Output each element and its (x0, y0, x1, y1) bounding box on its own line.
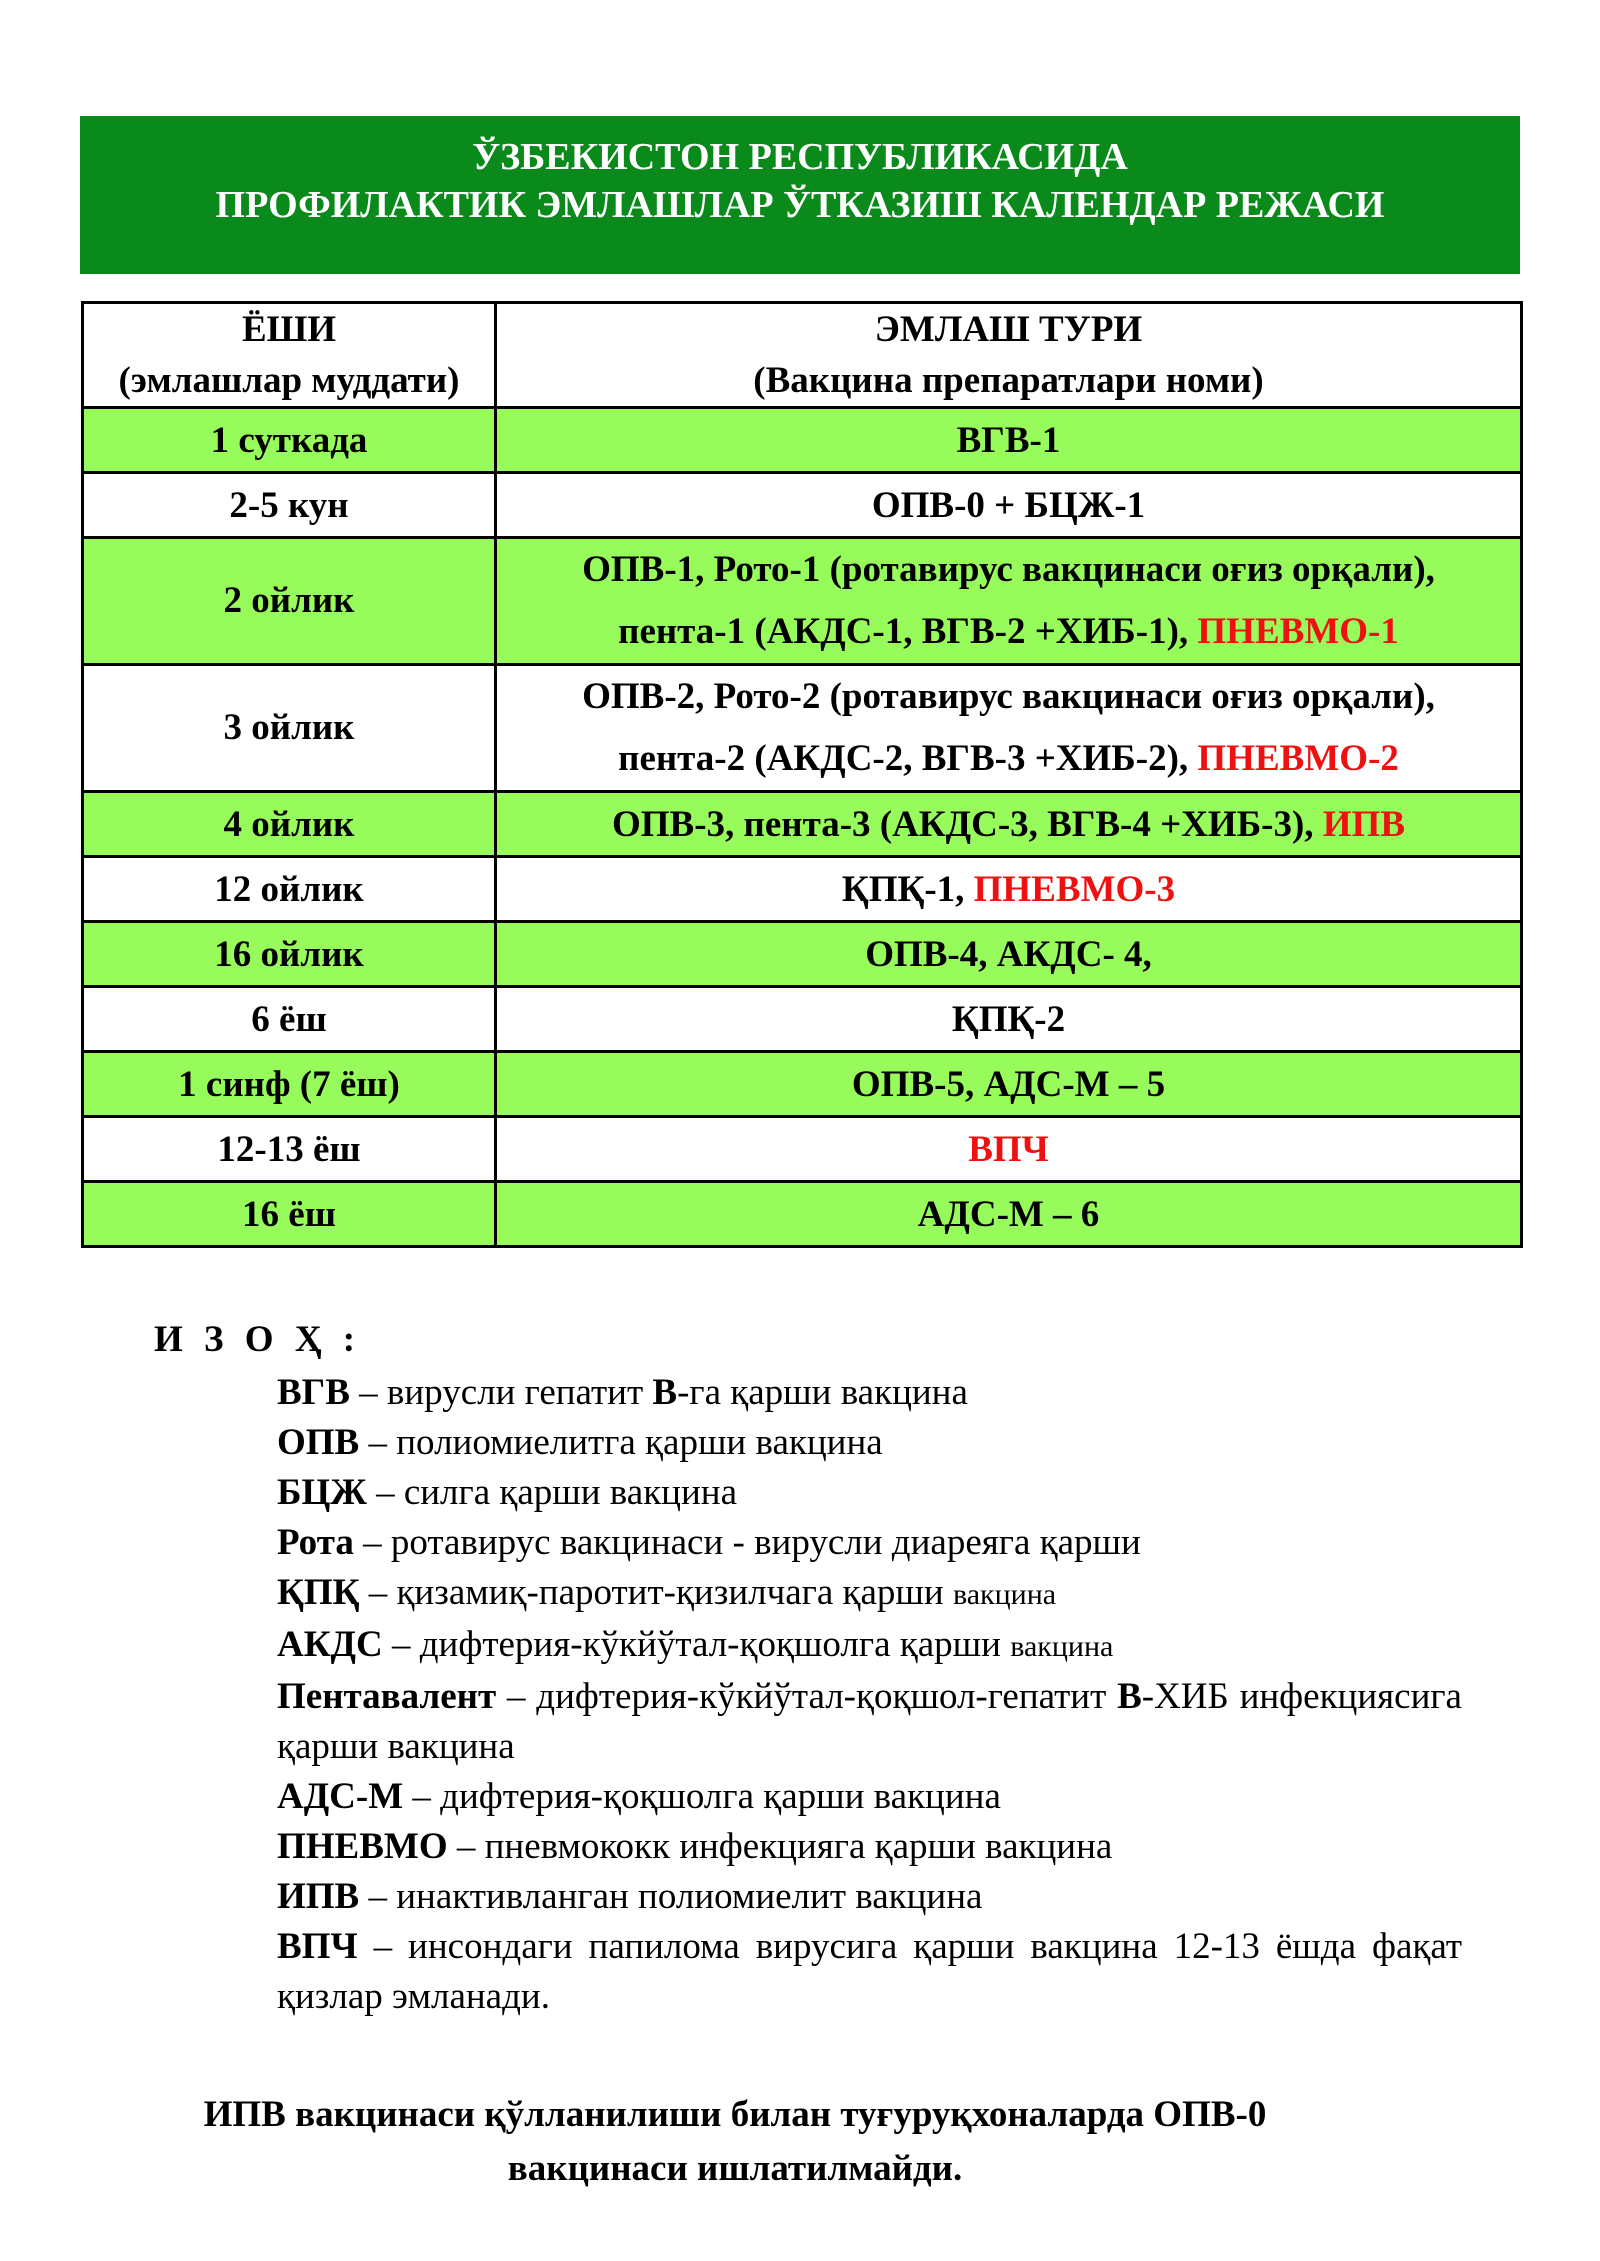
vaccine-cell (496, 665, 1522, 792)
table-row (83, 922, 1522, 987)
age-column-title: ЁШИ (241, 309, 337, 350)
abbreviation-text: – дифтерия-қоқшолга қарши вакцина (403, 1776, 1001, 1817)
list-item (277, 1468, 1462, 1518)
notes-title: И З О Ҳ : (154, 1319, 362, 1360)
abbreviation-term: ВГВ (277, 1372, 350, 1413)
table-row (83, 538, 1522, 665)
table-row (83, 665, 1522, 792)
abbreviation-text: – вирусли гепатит (349, 1372, 653, 1413)
age-column-subtitle: (эмлашлар муддати) (118, 360, 460, 401)
vaccine-cell (496, 538, 1522, 665)
abbreviation-text: – силга қарши вакцина (366, 1472, 738, 1513)
vaccine-column-header (496, 303, 1522, 408)
abbreviation-text: – инактивланган полиомиелит вакцина (359, 1876, 983, 1917)
abbreviation-term: ИПВ (277, 1876, 360, 1917)
age-cell: 1 синф (7 ёш) (83, 1052, 496, 1117)
table-row (83, 408, 1522, 473)
abbreviation-small: вакцина (1010, 1630, 1114, 1663)
abbreviation-term: Пентавалент (277, 1676, 497, 1717)
vaccine-text: ҚПҚ-1, (841, 868, 974, 910)
abbreviation-term: БЦЖ (277, 1472, 367, 1513)
abbreviation-small: вакцина (952, 1578, 1057, 1611)
vaccine-cell (496, 922, 1522, 987)
list-item (277, 1822, 1462, 1872)
abbreviation-text: – қизамиқ-паротит-қизилчага қарши (359, 1572, 953, 1613)
vaccine-text: ОПВ-3, пента-3 (АКДС-3, ВГВ-4 +ХИБ-3), (611, 803, 1323, 845)
age-cell: 2 ойлик (83, 538, 496, 665)
table-header-row (83, 303, 1522, 408)
vaccine-column-title: ЭМЛАШ ТУРИ (874, 309, 1143, 350)
vaccine-cell (496, 1052, 1522, 1117)
table-row (83, 1052, 1522, 1117)
vaccine-column-subtitle: (Вакцина препаратлари номи) (753, 360, 1264, 401)
vaccine-cell (496, 1117, 1522, 1182)
list-item (277, 1620, 1462, 1672)
vaccine-text: ҚПҚ-2 (951, 998, 1066, 1040)
abbreviation-list (277, 1368, 1462, 2022)
age-cell: 3 ойлик (83, 665, 496, 792)
abbreviation-text: – ротавирус вакцинаси - вирусли диареяга қарши (353, 1522, 1141, 1563)
vaccine-cell (496, 792, 1522, 857)
new-vaccine-highlight: ПНЕВМО-3 (973, 868, 1176, 910)
vaccine-text: АДС-М – 6 (917, 1193, 1100, 1235)
list-item (277, 1772, 1462, 1822)
age-cell: 2-5 кун (83, 473, 496, 538)
vaccine-text-line-2 (497, 601, 1520, 663)
age-column-header (83, 303, 496, 408)
vaccine-text: пента-1 (АКДС-1, ВГВ-2 +ХИБ-1), (618, 611, 1198, 652)
vaccine-text-line-1: ОПВ-2, Рото-2 (ротавирус вакцинаси оғиз орқали), (582, 676, 1435, 717)
list-item (277, 1568, 1462, 1620)
abbreviation-text: – инсондаги папилома вирусига қарши вакцина 12-13 ёшда фақат қизлар эмланади. (277, 1926, 1462, 2017)
table-row (83, 473, 1522, 538)
age-cell: 1 суткада (83, 408, 496, 473)
list-item (277, 1672, 1462, 1772)
age-cell: 16 ойлик (83, 922, 496, 987)
list-item (277, 1518, 1462, 1568)
abbreviation-text: -га қарши вакцина (677, 1372, 968, 1413)
age-cell: 6 ёш (83, 987, 496, 1052)
vaccine-cell (496, 987, 1522, 1052)
vaccine-cell (496, 1182, 1522, 1247)
header-line-1: ЎЗБЕКИСТОН РЕСПУБЛИКАСИДА (472, 136, 1128, 178)
vaccination-schedule-table (81, 301, 1523, 1248)
new-vaccine-highlight: ИПВ (1322, 803, 1406, 845)
list-item (277, 1368, 1462, 1418)
age-cell: 12 ойлик (83, 857, 496, 922)
table-row (83, 857, 1522, 922)
abbreviation-term: АДС-М (277, 1776, 404, 1817)
abbreviation-term: ҚПҚ (277, 1572, 360, 1613)
vaccine-text: ВГВ-1 (956, 419, 1061, 461)
vaccine-text-line-2 (497, 728, 1520, 790)
age-cell: 16 ёш (83, 1182, 496, 1247)
table-row (83, 792, 1522, 857)
abbreviation-bold: В (1117, 1676, 1142, 1717)
vaccine-text: ОПВ-0 + БЦЖ-1 (871, 484, 1146, 526)
abbreviation-term: АКДС (277, 1624, 383, 1665)
list-item (277, 1418, 1462, 1468)
new-vaccine-highlight: ВПЧ (968, 1128, 1049, 1170)
abbreviation-term: ВПЧ (277, 1926, 358, 1967)
table-row (83, 987, 1522, 1052)
vaccine-text: ОПВ-4, АКДС- 4, (865, 933, 1152, 975)
vaccine-cell (496, 408, 1522, 473)
abbreviation-bold: В (652, 1372, 678, 1413)
abbreviation-term: ПНЕВМО (277, 1826, 448, 1867)
abbreviation-text: – дифтерия-кўкйўтал-қоқшол-гепатит (496, 1676, 1118, 1717)
abbreviation-text: -ХИБ инфекциясига қарши вакцина (277, 1676, 1462, 1767)
list-item (277, 1872, 1462, 1922)
abbreviation-text: – дифтерия-кўкйўтал-қоқшолга қарши (382, 1624, 1011, 1665)
table-row (83, 1117, 1522, 1182)
age-cell: 12-13 ёш (83, 1117, 496, 1182)
vaccine-cell (496, 857, 1522, 922)
footer-line-2: вакцинаси ишлатилмайди. (507, 2148, 963, 2189)
vaccine-text: ОПВ-5, АДС-М – 5 (851, 1063, 1166, 1105)
abbreviation-text: – полиомиелитга қарши вакцина (359, 1422, 883, 1463)
new-vaccine-highlight: ПНЕВМО-2 (1197, 738, 1399, 779)
page-header (80, 116, 1520, 274)
header-line-2: ПРОФИЛАКТИК ЭМЛАШЛАР ЎТКАЗИШ КАЛЕНДАР РЕЖАСИ (215, 184, 1385, 226)
list-item (277, 1922, 1462, 2022)
vaccine-text: пента-2 (АКДС-2, ВГВ-3 +ХИБ-2), (618, 738, 1198, 779)
vaccine-text-line-1: ОПВ-1, Рото-1 (ротавирус вакцинаси оғиз орқали), (582, 549, 1435, 590)
age-cell: 4 ойлик (83, 792, 496, 857)
table-row (83, 1182, 1522, 1247)
vaccine-cell (496, 473, 1522, 538)
abbreviation-text: – пневмококк инфекцияга қарши вакцина (447, 1826, 1113, 1867)
footer-note (0, 2088, 1600, 2196)
new-vaccine-highlight: ПНЕВМО-1 (1197, 611, 1399, 652)
abbreviation-term: Рота (277, 1522, 354, 1563)
abbreviation-term: ОПВ (277, 1422, 360, 1463)
footer-line-1: ИПВ вакцинаси қўлланилиши билан туғуруқхоналарда ОПВ-0 (203, 2094, 1267, 2135)
